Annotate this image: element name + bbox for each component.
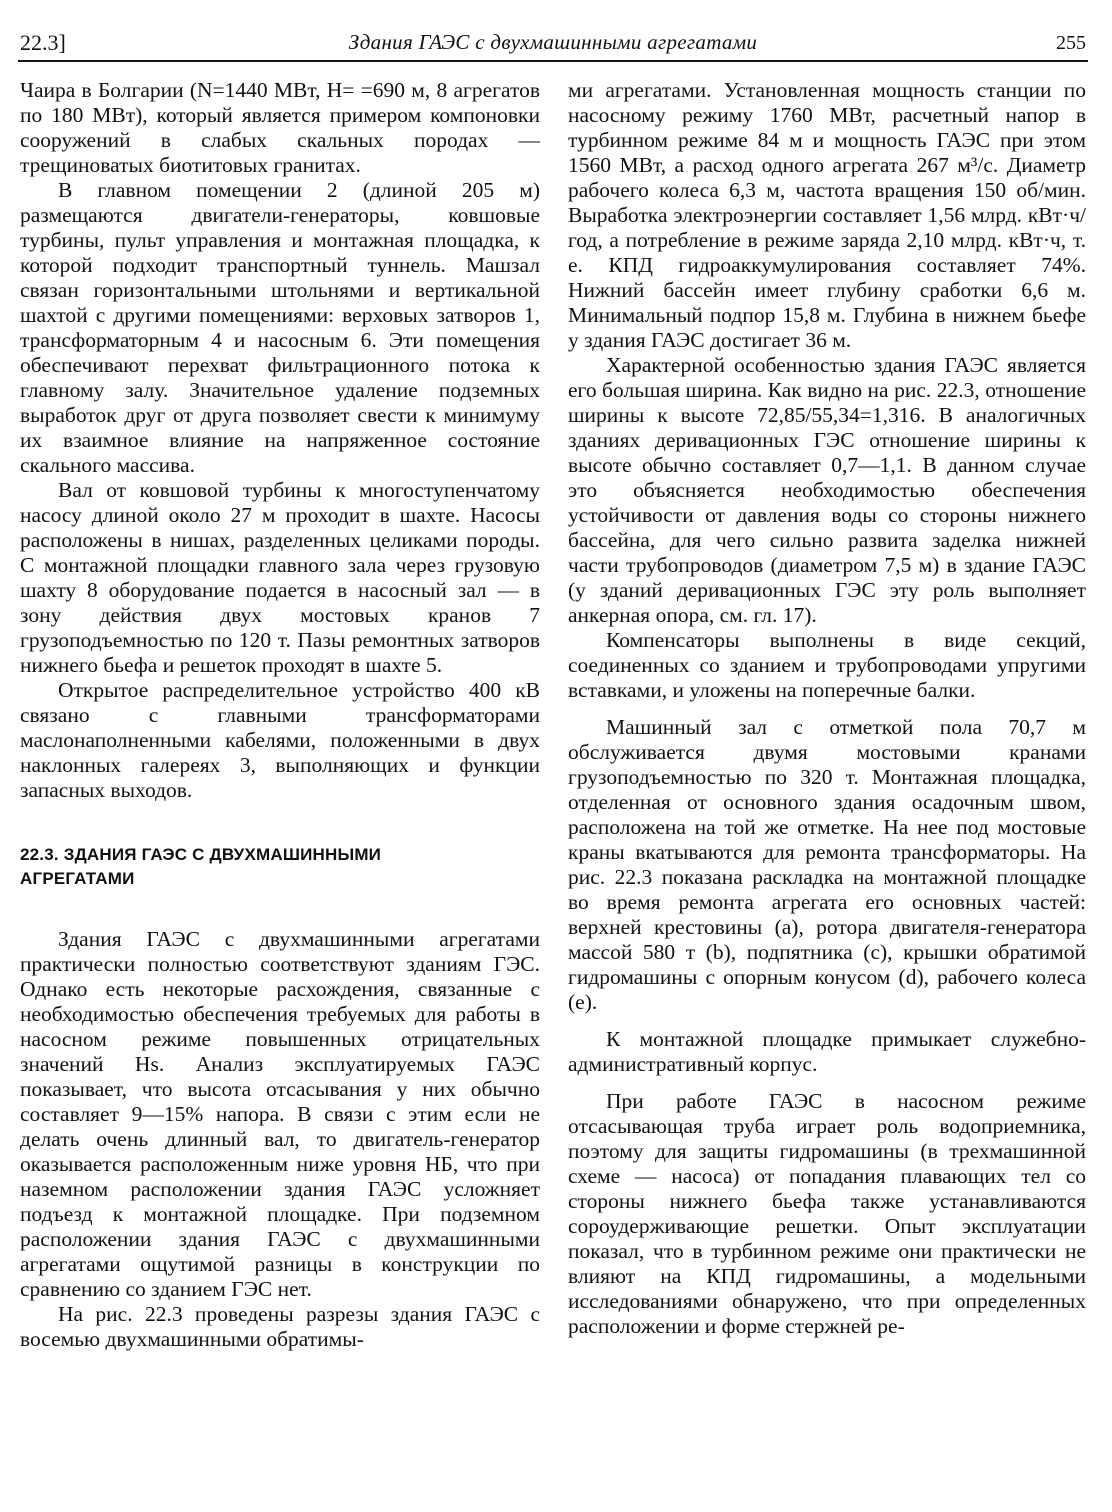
paragraph-gap xyxy=(568,1077,1086,1089)
section-number: 22.3] xyxy=(20,30,66,55)
paragraph: Характерной особенностью здания ГАЭС является его большая ширина. Как видно на рис. 22.3, отношение ширины к высоте 72,85/55,34=1,316. В аналогичных зданиях деривационных ГЭС отношение ширины к высоте обычно составляет 0,7—1,1. В данном случае это объясняется необходимостью обеспечения устойчивости от давления воды со стороны нижнего бассейна, для чего сильно развита заделка нижней части трубопроводов (диаметром 7,5 м) в здание ГАЭС (у зданий деривационных ГЭС эту роль выполняет анкерная опора, см. гл. 17). xyxy=(568,353,1086,627)
paragraph-gap xyxy=(568,1015,1086,1027)
paragraph: Здания ГАЭС с двухмашинными агрегатами практически полностью соответствуют зданиям ГЭС. Однако есть некоторые расхождения, связанные с необходимостью обеспечения требуемых для работы в насосном режиме повышенных отрицательных значений Hs. Анализ эксплуатируемых ГАЭС показывает, что высота отсасывания у них обычно составляет 9—15% напора. В связи с этим если не делать очень длинный вал, то двигатель-генератор оказывается расположенным ниже уровня НБ, что при наземном расположении здания ГАЭС усложняет подъезд к монтажной площадке. При подземном расположении здания ГАЭС с двухмашинными агрегатами ощутимой разницы в конструкции по сравнению со зданием ГЭС нет. xyxy=(20,927,540,1301)
paragraph: Компенсаторы выполнены в виде секций, соединенных со зданием и трубопроводами упругими вставками, и уложены на поперечные балки. xyxy=(568,628,1086,702)
section-heading-line: АГРЕГАТАМИ xyxy=(20,869,135,888)
paragraph: Машинный зал с отметкой пола 70,7 м обслуживается двумя мостовыми кранами грузоподъемностью по 320 т. Монтажная площадка, отделенная от основного здания осадочным швом, расположена на той же отметке. На нее под мостовые краны вкатываются для ремонта трансформаторы. На рис. 22.3 показана раскладка на монтажной площадке во время ремонта агрегата его основных частей: верхней крестовины (a), ротора двигателя-генератора массой 580 т (b), подпятника (c), крышки обратимой гидромашины с опорным конусом (d), рабочего колеса (e). xyxy=(568,715,1086,1014)
paragraph: На рис. 22.3 проведены разрезы здания ГАЭС с восемью двухмашинными обратимы- xyxy=(20,1302,540,1351)
page-number: 255 xyxy=(1056,32,1086,54)
running-title: Здания ГАЭС с двухмашинными агрегатами xyxy=(348,30,758,54)
left-column xyxy=(20,78,540,1352)
section-heading-line: 22.3. ЗДАНИЯ ГАЭС С ДВУХМАШИННЫМИ xyxy=(20,845,382,864)
paragraph: При работе ГАЭС в насосном режиме отсасывающая труба играет роль водоприемника, поэтому для защиты гидромашины (в трехмашинной схеме — насоса) от попадания плавающих тел со стороны нижнего бьефа также устанавливаются сороудерживающие решетки. Опыт эксплуатации показал, что в турбинном режиме они практически не влияют на КПД гидромашины, а модельными исследованиями обнаружено, что при определенных расположении и форме стержней ре- xyxy=(568,1089,1086,1338)
paragraph: В главном помещении 2 (длиной 205 м) размещаются двигатели-генераторы, ковшовые турбины, пульт управления и монтажная площадка, к которой подходит транспортный туннель. Машзал связан горизонтальными штольнями и вертикальной шахтой с другими помещениями: верховых затворов 1, трансформаторным 4 и насосным 6. Эти помещения обеспечивают перехват фильтрационного потока к главному залу. Значительное удаление подземных выработок друг от друга позволяет свести к минимуму их взаимное влияние на напряженное состояние скального массива. xyxy=(20,178,540,477)
paragraph: Вал от ковшовой турбины к многоступенчатому насосу длиной около 27 м проходит в шахте. Насосы расположены в нишах, разделенных целиками породы. С монтажной площадки главного зала через грузовую шахту 8 оборудование подается в насосный зал — в зону действия двух мостовых кранов 7 грузоподъемностью по 120 т. Пазы ремонтных затворов нижнего бьефа и решеток проходят в шахте 5. xyxy=(20,478,540,677)
paragraph: Чаира в Болгарии (N=1440 МВт, H= =690 м, 8 агрегатов по 180 МВт), который является примером компоновки сооружений в слабых скальных породах — трещиноватых биотитовых гранитах. xyxy=(20,78,540,177)
running-header xyxy=(18,24,1088,62)
paragraph: ми агрегатами. Установленная мощность станции по насосному режиму 1760 МВт, расчетный напор в турбинном режиме 84 м и мощность ГАЭС при этом 1560 МВт, а расход одного агрегата 267 м³/с. Диаметр рабочего колеса 6,3 м, частота вращения 150 об/мин. Выработка электроэнергии составляет 1,56 млрд. кВт·ч/год, а потребление в режиме заряда 2,10 млрд. кВт·ч, т. е. КПД гидроаккумулирования составляет 74%. Нижний бассейн имеет глубину сработки 6,6 м. Минимальный подпор 15,8 м. Глубина в нижнем бьефе у здания ГАЭС достигает 36 м. xyxy=(568,78,1086,352)
section-heading xyxy=(20,843,540,891)
paragraph: К монтажной площадке примыкает служебно-административный корпус. xyxy=(568,1027,1086,1076)
paragraph-gap xyxy=(568,703,1086,715)
paragraph: Открытое распределительное устройство 400 кВ связано с главными трансформаторами маслонаполненными кабелями, положенными в двух наклонных галереях 3, выполняющих и функции запасных выходов. xyxy=(20,678,540,802)
right-column xyxy=(568,78,1086,1339)
